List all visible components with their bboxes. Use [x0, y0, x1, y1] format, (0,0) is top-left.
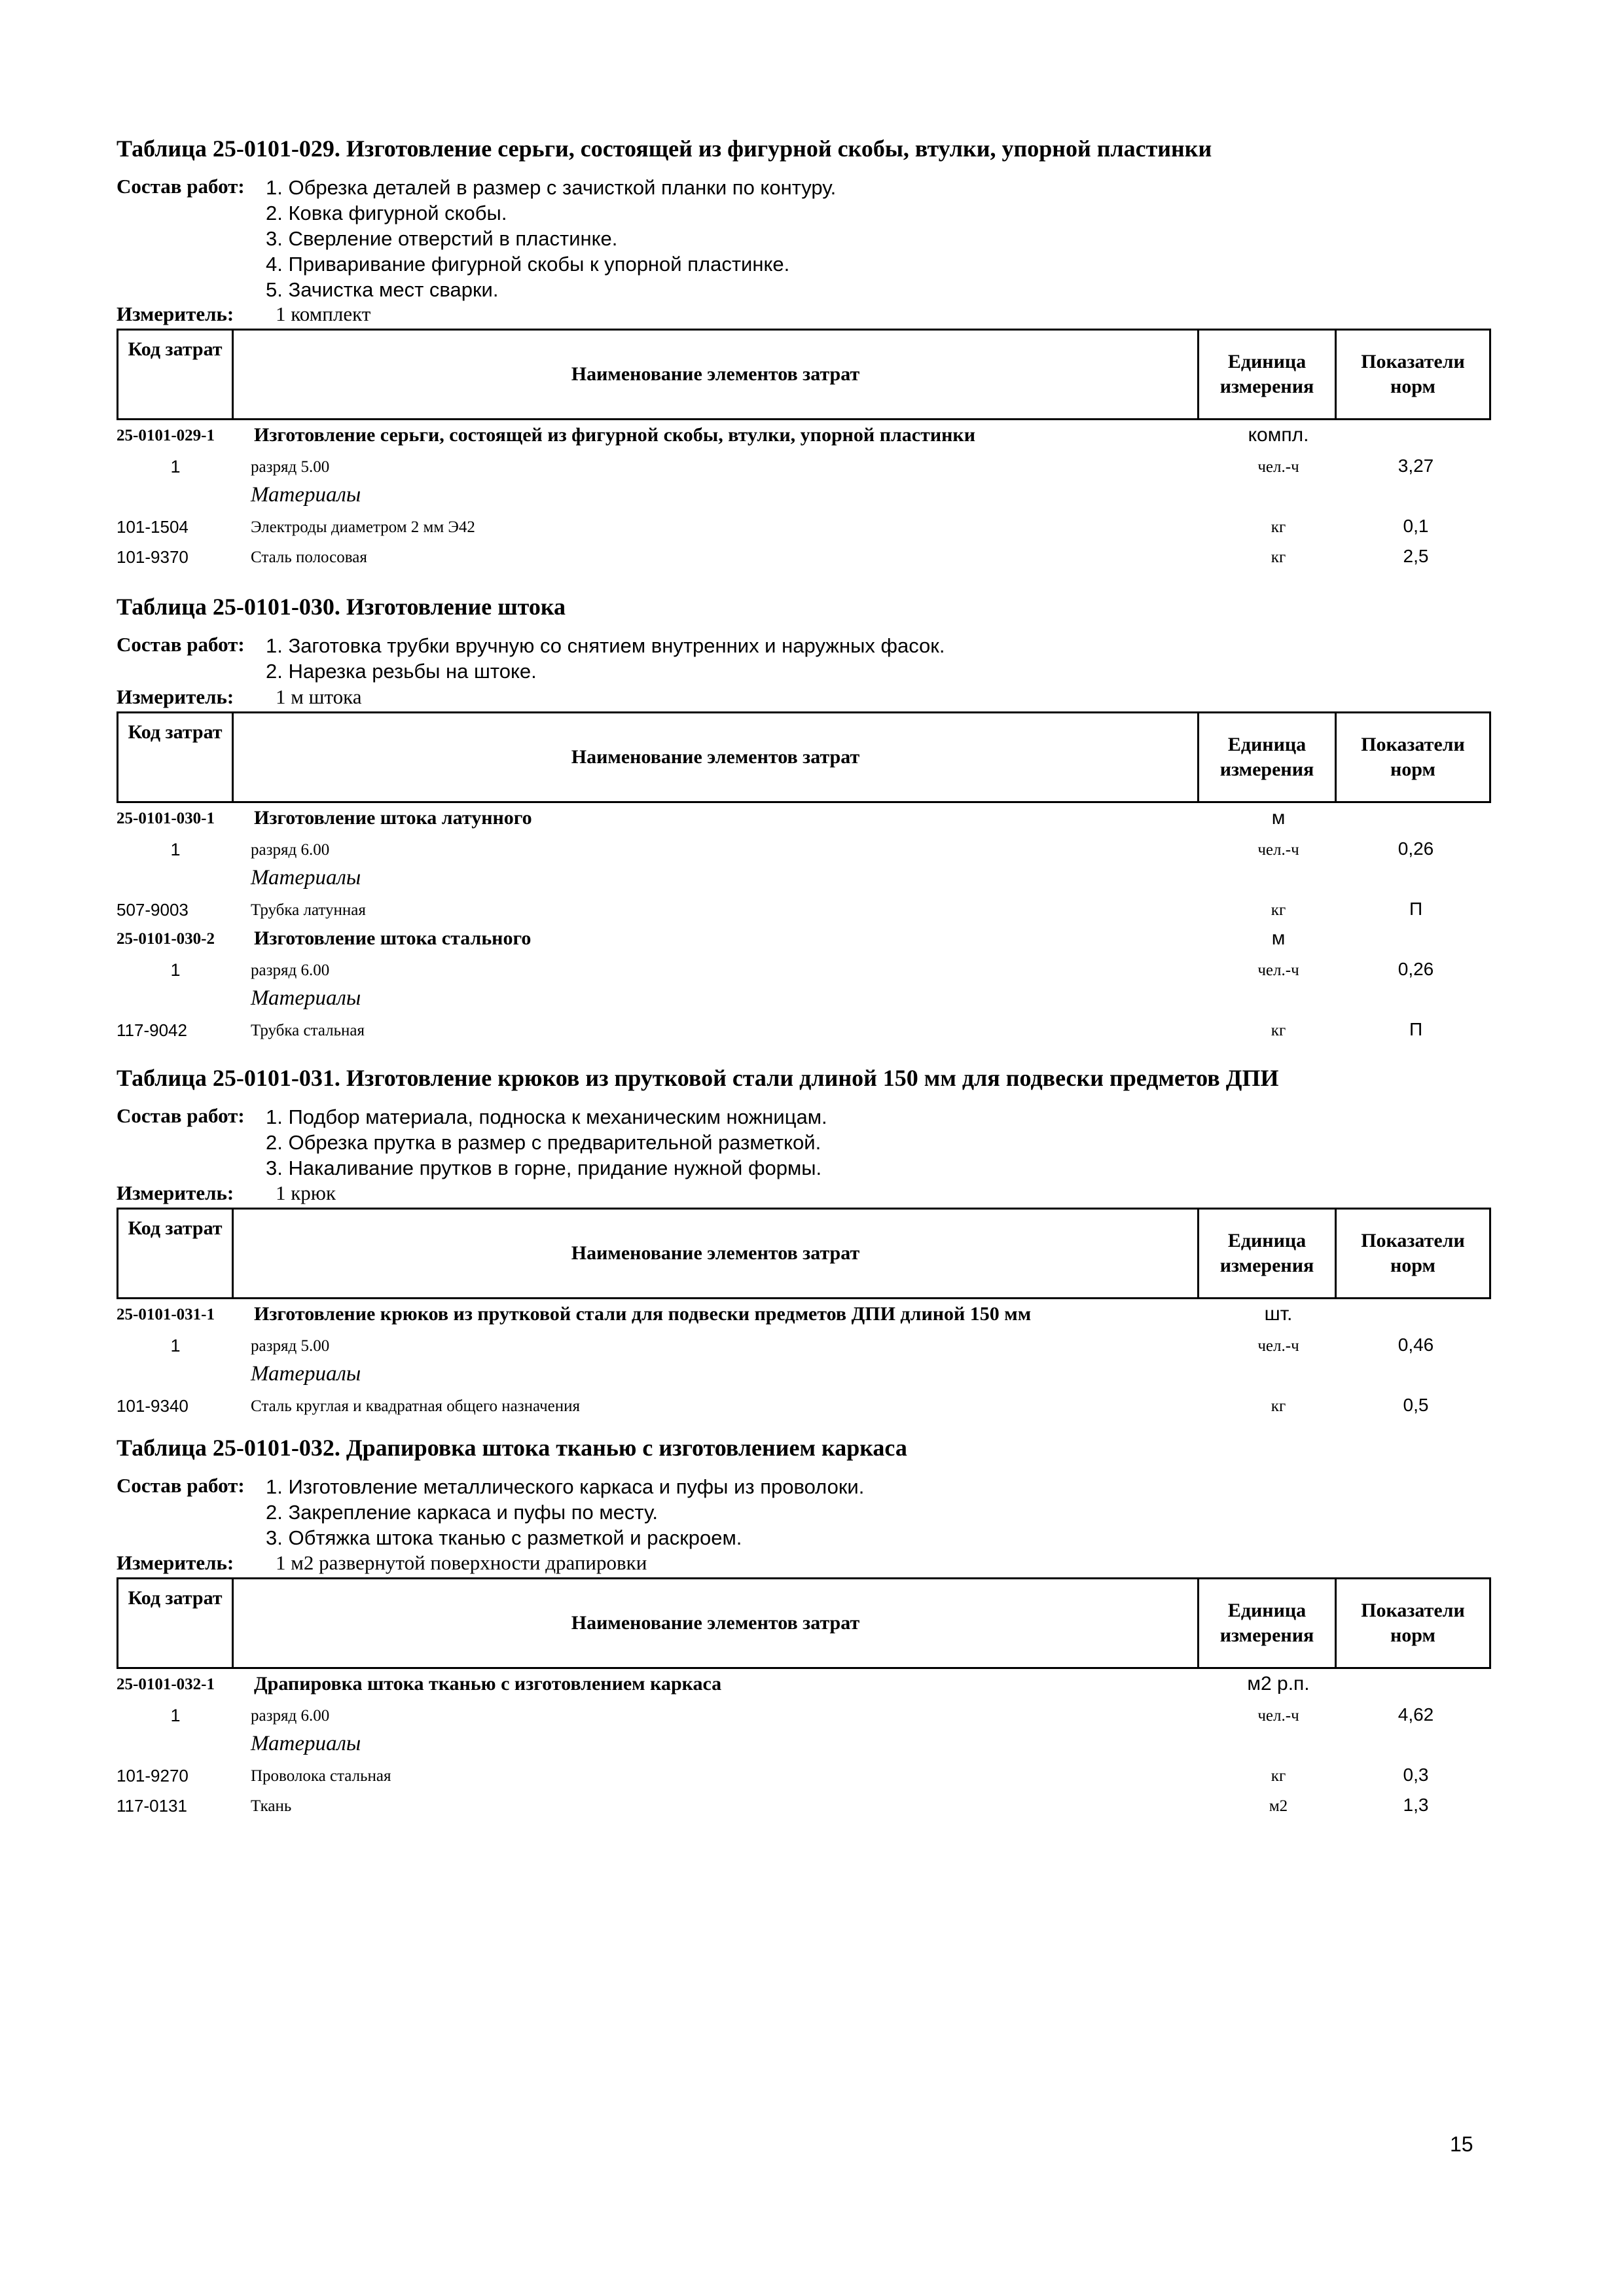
table-header — [117, 1208, 1491, 1299]
work-composition — [117, 1104, 1491, 1181]
header-unit: Единица измерения — [1199, 331, 1337, 418]
row-value: 4,62 — [1398, 1704, 1434, 1725]
table-section-031 — [117, 1064, 1491, 1420]
table-header — [117, 711, 1491, 803]
work-step: 2. Закрепление каркаса и пуфы по месту. — [266, 1501, 658, 1524]
row-name: Материалы — [251, 1732, 361, 1755]
row-code: 101-9340 — [117, 1396, 189, 1416]
row-code: 25-0101-031-1 — [117, 1306, 215, 1323]
row-value: 0,1 — [1403, 516, 1429, 536]
row-name: разряд 5.00 — [251, 458, 330, 476]
row-code: 25-0101-032-1 — [117, 1676, 215, 1693]
row-value: 1,3 — [1403, 1795, 1429, 1815]
row-unit: кг — [1271, 901, 1286, 919]
row-name: разряд 5.00 — [251, 1337, 330, 1355]
table-row — [117, 863, 1491, 893]
row-name: Трубка латунная — [251, 901, 366, 919]
table-title: Таблица 25-0101-031. Изготовление крюков из прутковой стали длиной 150 мм для подвески предметов ДПИ — [117, 1065, 1279, 1091]
row-unit: чел.-ч — [1257, 841, 1299, 859]
work-step: 5. Зачистка мест сварки. — [266, 278, 499, 301]
table-row — [117, 833, 1491, 863]
row-value: 0,46 — [1398, 1335, 1434, 1355]
work-step: 1. Подбор материала, подноска к механическим ножницам. — [266, 1105, 827, 1128]
table-title: Таблица 25-0101-030. Изготовление штока — [117, 594, 566, 620]
work-label: Состав работ: — [117, 633, 245, 656]
row-unit: чел.-ч — [1257, 458, 1299, 476]
table-section-032 — [117, 1433, 1491, 1820]
work-label: Состав работ: — [117, 175, 245, 198]
table-row — [117, 893, 1491, 924]
header-name: Наименование элементов затрат — [234, 1210, 1199, 1297]
work-step: 3. Накаливание прутков в горне, придание нужной формы. — [266, 1157, 822, 1179]
work-step: 1. Обрезка деталей в размер с зачисткой планки по контуру. — [266, 176, 837, 199]
work-label: Состав работ: — [117, 1104, 245, 1127]
row-unit: кг — [1271, 1767, 1286, 1785]
header-unit: Единица измерения — [1199, 713, 1337, 801]
meter — [117, 302, 1491, 329]
row-unit: кг — [1271, 518, 1286, 536]
meter-value: 1 крюк — [276, 1181, 336, 1204]
row-name: Ткань — [251, 1797, 292, 1815]
row-name: Изготовление штока латунного — [254, 807, 532, 829]
row-name: Материалы — [251, 1362, 361, 1386]
meter — [117, 685, 1491, 711]
table-row — [117, 984, 1491, 1014]
header-value: Показатели норм — [1361, 734, 1465, 780]
table-row — [117, 1390, 1491, 1420]
work-steps — [266, 175, 836, 302]
row-code: 101-9370 — [117, 547, 189, 567]
row-value: 0,26 — [1398, 959, 1434, 979]
work-steps — [266, 1104, 827, 1181]
row-code: 117-9042 — [117, 1020, 187, 1040]
work-step: 1. Заготовка трубки вручную со снятием внутренних и наружных фасок. — [266, 634, 945, 657]
row-name: Проволока стальная — [251, 1767, 391, 1785]
table-header — [117, 1577, 1491, 1669]
work-step: 1. Изготовление металлического каркаса и пуфы из проволоки. — [266, 1475, 865, 1498]
page-number: 15 — [1450, 2132, 1473, 2156]
table-section-030 — [117, 592, 1491, 1044]
row-code: 117-0131 — [117, 1796, 187, 1816]
table-row — [117, 420, 1491, 450]
table-row — [117, 450, 1491, 480]
row-code: 1 — [170, 960, 181, 980]
row-name: Электроды диаметром 2 мм Э42 — [251, 518, 475, 536]
table-row — [117, 924, 1491, 954]
row-unit: шт. — [1264, 1303, 1293, 1325]
row-value: 3,27 — [1398, 456, 1434, 476]
row-name: Материалы — [251, 986, 361, 1010]
header-code: Код затрат — [118, 713, 234, 801]
row-unit: чел.-ч — [1257, 1337, 1299, 1355]
row-unit: чел.-ч — [1257, 961, 1299, 979]
work-step: 4. Приваривание фигурной скобы к упорной пластинке. — [266, 253, 790, 276]
row-value: 0,3 — [1403, 1765, 1429, 1785]
meter-value: 1 м2 развернутой поверхности драпировки — [276, 1551, 647, 1574]
row-name: Материалы — [251, 483, 361, 507]
header-name: Наименование элементов затрат — [234, 713, 1199, 801]
table-row — [117, 803, 1491, 833]
header-name: Наименование элементов затрат — [234, 331, 1199, 418]
row-name: Сталь полосовая — [251, 548, 367, 566]
table-body — [117, 1299, 1491, 1420]
row-name: Материалы — [251, 866, 361, 889]
row-name: разряд 6.00 — [251, 961, 330, 979]
meter — [117, 1551, 1491, 1577]
meter-value: 1 м штока — [276, 685, 362, 708]
row-unit: м — [1271, 927, 1286, 949]
table-row — [117, 511, 1491, 541]
table-body — [117, 420, 1491, 571]
row-code: 25-0101-030-2 — [117, 930, 215, 948]
meter-label: Измеритель: — [117, 302, 234, 325]
meter-label: Измеритель: — [117, 1181, 234, 1204]
work-composition — [117, 175, 1491, 302]
meter-value: 1 комплект — [276, 302, 371, 325]
work-step: 3. Обтяжка штока тканью с разметкой и раскроем. — [266, 1526, 742, 1549]
table-row — [117, 1699, 1491, 1729]
table-header — [117, 329, 1491, 420]
header-unit: Единица измерения — [1199, 1579, 1337, 1667]
row-name: Изготовление штока стального — [254, 927, 532, 949]
table-row — [117, 1014, 1491, 1044]
table-row — [117, 1329, 1491, 1359]
row-unit: компл. — [1248, 424, 1309, 446]
row-unit: чел.-ч — [1257, 1707, 1299, 1725]
meter-label: Измеритель: — [117, 1551, 234, 1574]
meter — [117, 1181, 1491, 1208]
row-code: 1 — [170, 1336, 181, 1355]
table-row — [117, 1669, 1491, 1699]
table-section-029 — [117, 134, 1491, 571]
table-body — [117, 1669, 1491, 1820]
row-name: Сталь круглая и квадратная общего назначения — [251, 1397, 581, 1415]
row-unit: м2 — [1269, 1797, 1288, 1815]
work-step: 3. Сверление отверстий в пластинке. — [266, 227, 618, 250]
work-composition — [117, 1474, 1491, 1551]
table-body — [117, 803, 1491, 1044]
row-value: 2,5 — [1403, 546, 1429, 566]
row-code: 1 — [170, 840, 181, 859]
row-name: Трубка стальная — [251, 1022, 365, 1039]
table-row — [117, 1729, 1491, 1759]
table-title: Таблица 25-0101-032. Драпировка штока тканью с изготовлением каркаса — [117, 1435, 907, 1461]
work-step: 2. Ковка фигурной скобы. — [266, 202, 507, 224]
table-row — [117, 480, 1491, 511]
table-row — [117, 1299, 1491, 1329]
row-name: Изготовление крюков из прутковой стали для подвески предметов ДПИ длиной 150 мм — [254, 1303, 1032, 1325]
header-code: Код затрат — [118, 331, 234, 418]
row-code: 507-9003 — [117, 900, 189, 920]
table-row — [117, 1359, 1491, 1390]
header-value: Показатели норм — [1361, 1600, 1465, 1646]
meter-label: Измеритель: — [117, 685, 234, 708]
header-code: Код затрат — [118, 1579, 234, 1667]
work-step: 2. Нарезка резьбы на штоке. — [266, 660, 537, 683]
row-value: 0,26 — [1398, 838, 1434, 859]
row-unit: м2 р.п. — [1247, 1673, 1310, 1695]
table-row — [117, 954, 1491, 984]
row-unit: кг — [1271, 1022, 1286, 1039]
row-name: Драпировка штока тканью с изготовлением каркаса — [254, 1673, 722, 1695]
row-code: 25-0101-029-1 — [117, 427, 215, 444]
row-name: разряд 6.00 — [251, 1707, 330, 1725]
row-code: 25-0101-030-1 — [117, 810, 215, 827]
work-label: Состав работ: — [117, 1474, 245, 1497]
row-value: 0,5 — [1403, 1395, 1429, 1415]
table-row — [117, 1789, 1491, 1820]
table-row — [117, 541, 1491, 571]
row-unit: кг — [1271, 1397, 1286, 1415]
row-name: Изготовление серьги, состоящей из фигурной скобы, втулки, упорной пластинки — [254, 424, 976, 446]
row-code: 1 — [170, 457, 181, 476]
work-steps — [266, 633, 945, 684]
row-value: П — [1409, 1019, 1423, 1039]
header-name: Наименование элементов затрат — [234, 1579, 1199, 1667]
row-value: П — [1409, 899, 1423, 919]
table-title: Таблица 25-0101-029. Изготовление серьги, состоящей из фигурной скобы, втулки, упорной пластинки — [117, 135, 1212, 162]
row-unit: кг — [1271, 548, 1286, 566]
row-code: 101-9270 — [117, 1766, 189, 1785]
header-code: Код затрат — [118, 1210, 234, 1297]
header-unit: Единица измерения — [1199, 1210, 1337, 1297]
row-code: 101-1504 — [117, 517, 189, 537]
work-composition — [117, 633, 1491, 685]
row-name: разряд 6.00 — [251, 841, 330, 859]
header-value: Показатели норм — [1361, 1230, 1465, 1276]
work-steps — [266, 1474, 864, 1551]
row-code: 1 — [170, 1706, 181, 1725]
header-value: Показатели норм — [1361, 351, 1465, 397]
work-step: 2. Обрезка прутка в размер с предварительной разметкой. — [266, 1131, 821, 1154]
table-row — [117, 1759, 1491, 1789]
row-unit: м — [1271, 807, 1286, 829]
